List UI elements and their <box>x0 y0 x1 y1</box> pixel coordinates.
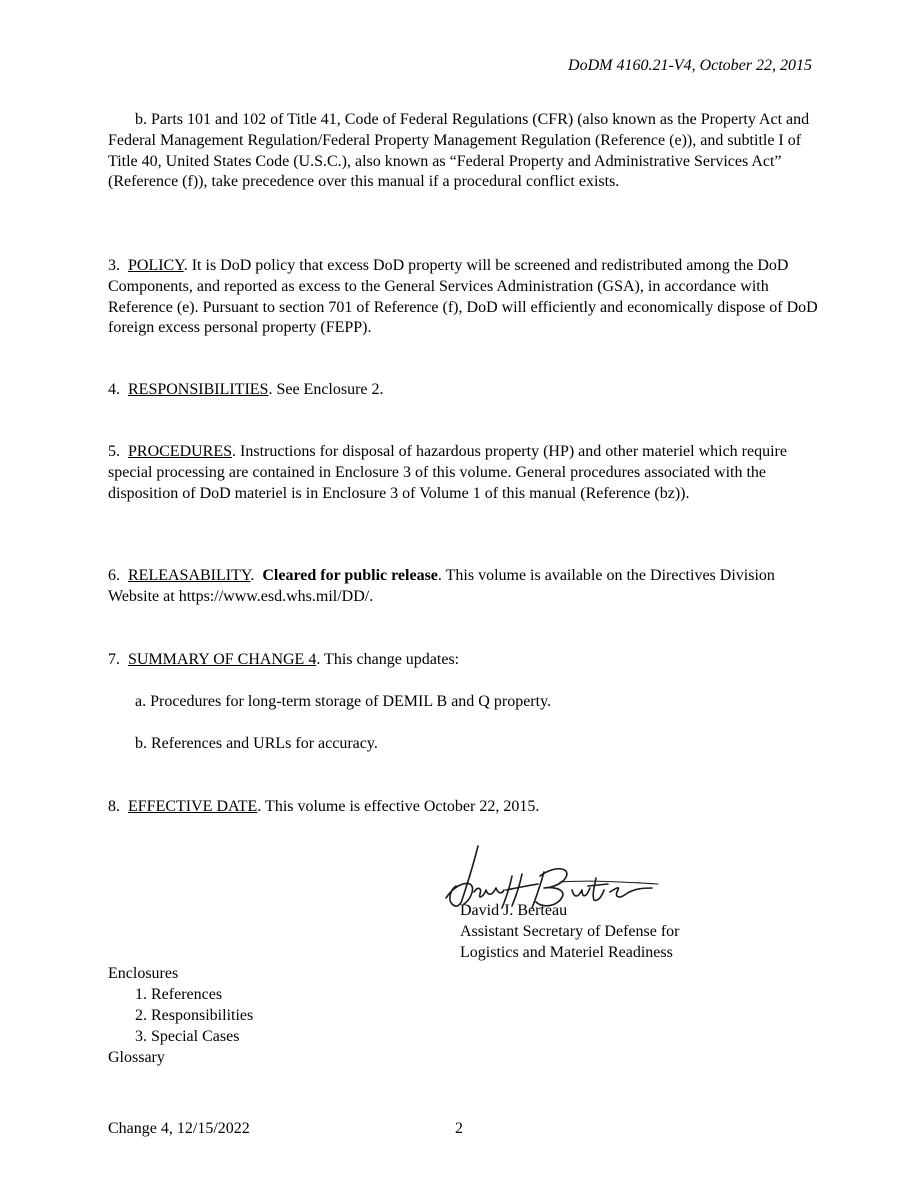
page-number: 2 <box>455 1120 463 1137</box>
section-releasability <box>108 566 820 608</box>
enclosure-item-responsibilities: 2. Responsibilities <box>135 1007 254 1024</box>
section-heading: EFFECTIVE DATE <box>128 798 258 815</box>
section-text: . This volume is effective October 22, 2015. <box>257 798 540 815</box>
footer-change-label: Change 4, 12/15/2022 <box>108 1120 250 1137</box>
section-procedures <box>108 442 820 504</box>
section-heading: RELEASABILITY <box>128 567 251 584</box>
section-responsibilities <box>108 380 820 401</box>
section-number: 4. <box>108 381 120 398</box>
section-heading: SUMMARY OF CHANGE 4 <box>128 651 317 668</box>
section-text: . See Enclosure 2. <box>268 381 384 398</box>
document-reference-header: DoDM 4160.21-V4, October 22, 2015 <box>568 57 812 74</box>
enclosure-item-references: 1. References <box>135 986 223 1003</box>
signatory-title-line-1: Assistant Secretary of Defense for <box>460 923 680 940</box>
section-text: . This change updates: <box>316 651 460 668</box>
section-heading: POLICY <box>128 257 184 274</box>
section-policy <box>108 256 820 339</box>
section-text: . This volume is available on the Directives Division Website at https://www.esd.whs.mil/DD/. <box>108 567 775 605</box>
section-text: . Instructions for disposal of hazardous property (HP) and other materiel which require special processing are contained in Enclosure 3 of this volume. General procedures associated with the disposition of DoD materiel is in Enclosure 3 of Volume 1 of this manual (Reference (bz)). <box>108 443 787 502</box>
change-item-b: b. References and URLs for accuracy. <box>135 735 378 752</box>
section-text: . It is DoD policy that excess DoD property will be screened and redistributed among the DoD Components, and reported as excess to the General Services Administration (GSA), in accordance with Reference (e). Pursuant to section 701 of Reference (f), DoD will efficiently and economically dispose of DoD foreign excess personal property (FEPP). <box>108 257 818 337</box>
enclosures-heading: Enclosures <box>108 965 179 982</box>
section-number: 6. <box>108 567 120 584</box>
section-number: 8. <box>108 798 120 815</box>
section-number: 7. <box>108 651 120 668</box>
section-summary-of-change <box>108 650 820 671</box>
change-item-a: a. Procedures for long-term storage of DEMIL B and Q property. <box>135 693 552 710</box>
signatory-title-line-2: Logistics and Materiel Readiness <box>460 944 673 961</box>
enclosure-item-special-cases: 3. Special Cases <box>135 1028 240 1045</box>
paragraph-b: b. Parts 101 and 102 of Title 41, Code of Federal Regulations (CFR) (also known as the Property Act and Federal Management Regulation/Federal Property Management Regulation (Reference (e)), and subtitle I of Title 40, United States Code (U.S.C.), also known as “Federal Property and Administrative Services Act” (Reference (f)), take precedence over this manual if a procedural conflict exists. <box>108 111 810 191</box>
section-effective-date <box>108 797 820 818</box>
section-heading: PROCEDURES <box>128 443 233 460</box>
section-number: 5. <box>108 443 120 460</box>
glossary-label: Glossary <box>108 1049 165 1066</box>
section-heading: RESPONSIBILITIES <box>128 381 269 398</box>
section-separator: . <box>250 567 263 584</box>
release-statement: Cleared for public release <box>262 567 438 584</box>
section-number: 3. <box>108 257 120 274</box>
signatory-name: David J. Berteau <box>460 902 568 919</box>
